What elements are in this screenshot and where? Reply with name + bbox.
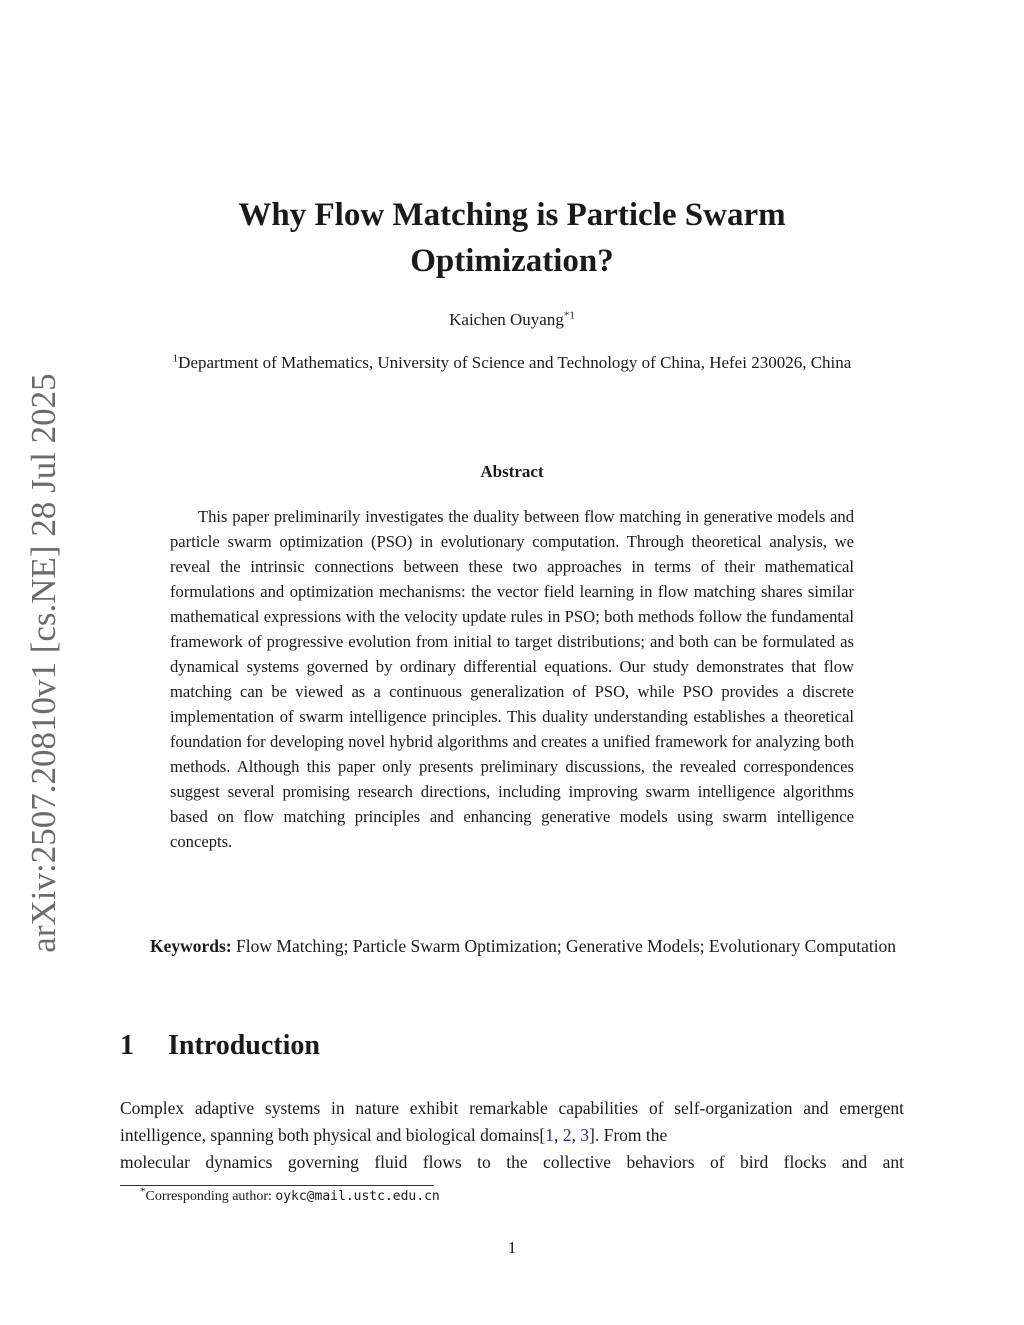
footnote-rule — [120, 1185, 434, 1186]
affiliation-text: Department of Mathematics, University of Science and Technology of China, Hefei 230026, China — [178, 353, 852, 372]
section-title: Introduction — [168, 1030, 320, 1061]
arxiv-identifier-stamp: arXiv:2507.20810v1 [cs.NE] 28 Jul 2025 — [24, 373, 63, 953]
title-line-2: Optimization? — [410, 243, 614, 279]
citation-separator-1: , — [554, 1125, 563, 1145]
footnote-mark: * — [140, 1185, 146, 1198]
footnote — [140, 1185, 440, 1205]
section-number: 1 — [120, 1030, 134, 1061]
footnote-email: oykc@mail.ustc.edu.cn — [275, 1189, 440, 1204]
keywords-label: Keywords: — [150, 936, 232, 956]
abstract-heading: Abstract — [480, 462, 544, 481]
title-line-1: Why Flow Matching is Particle Swarm — [238, 197, 786, 233]
footnote-label: Corresponding author: — [145, 1189, 276, 1204]
keywords-block — [120, 933, 904, 959]
author-line — [120, 310, 904, 330]
page-number: 1 — [507, 1238, 517, 1257]
citation-link-3[interactable]: 3 — [580, 1125, 590, 1145]
citation-separator-2: , — [571, 1125, 581, 1145]
citation-link-2[interactable]: 2 — [562, 1125, 572, 1145]
abstract-body: This paper preliminarily investigates the duality between flow matching in generative models and particle swarm optimization (PSO) in evolutionary computation. Through theoretical analysis, we reveal the intrinsic connections between these two approaches in terms of their mathematical formulations and optimization mechanisms: the vector field learning in flow matching shares similar mathematical expressions with the velocity update rules in PSO; both methods follow the fundamental framework of progressive evolution from initial to target distributions; and both can be formulated as dynamical systems governed by ordinary differential equations. Our study demonstrates that flow matching can be viewed as a continuous generalization of PSO, while PSO provides a discrete implementation of swarm intelligence principles. This duality understanding establishes a theoretical foundation for developing novel hybrid algorithms and creates a unified framework for analyzing both methods. Although this paper only presents preliminary discussions, the revealed correspondences suggest several promising research directions, including improving swarm intelligence algorithms based on flow matching principles and enhancing generative models using swarm intelligence concepts. — [170, 507, 854, 851]
keywords-text: Flow Matching; Particle Swarm Optimization; Generative Models; Evolutionary Computation — [236, 936, 897, 956]
introduction-paragraph — [120, 1095, 904, 1176]
intro-text-start: Complex adaptive systems in nature exhibit remarkable capabilities of self-organization and emergent intelligence, spanning both physical and biological domains[ — [120, 1098, 904, 1145]
intro-text-mid: ]. From the — [589, 1125, 668, 1145]
author-marks: *1 — [563, 309, 575, 322]
affiliation-line — [120, 353, 904, 373]
citation-link-1[interactable]: 1 — [545, 1125, 555, 1145]
section-heading-introduction — [120, 1030, 320, 1062]
author-name: Kaichen Ouyang — [449, 310, 564, 329]
paper-title — [120, 192, 904, 284]
affiliation-mark: 1 — [172, 352, 179, 365]
intro-text-end: molecular dynamics governing fluid flows to the collective behaviors of bird flocks and ant — [120, 1152, 904, 1172]
